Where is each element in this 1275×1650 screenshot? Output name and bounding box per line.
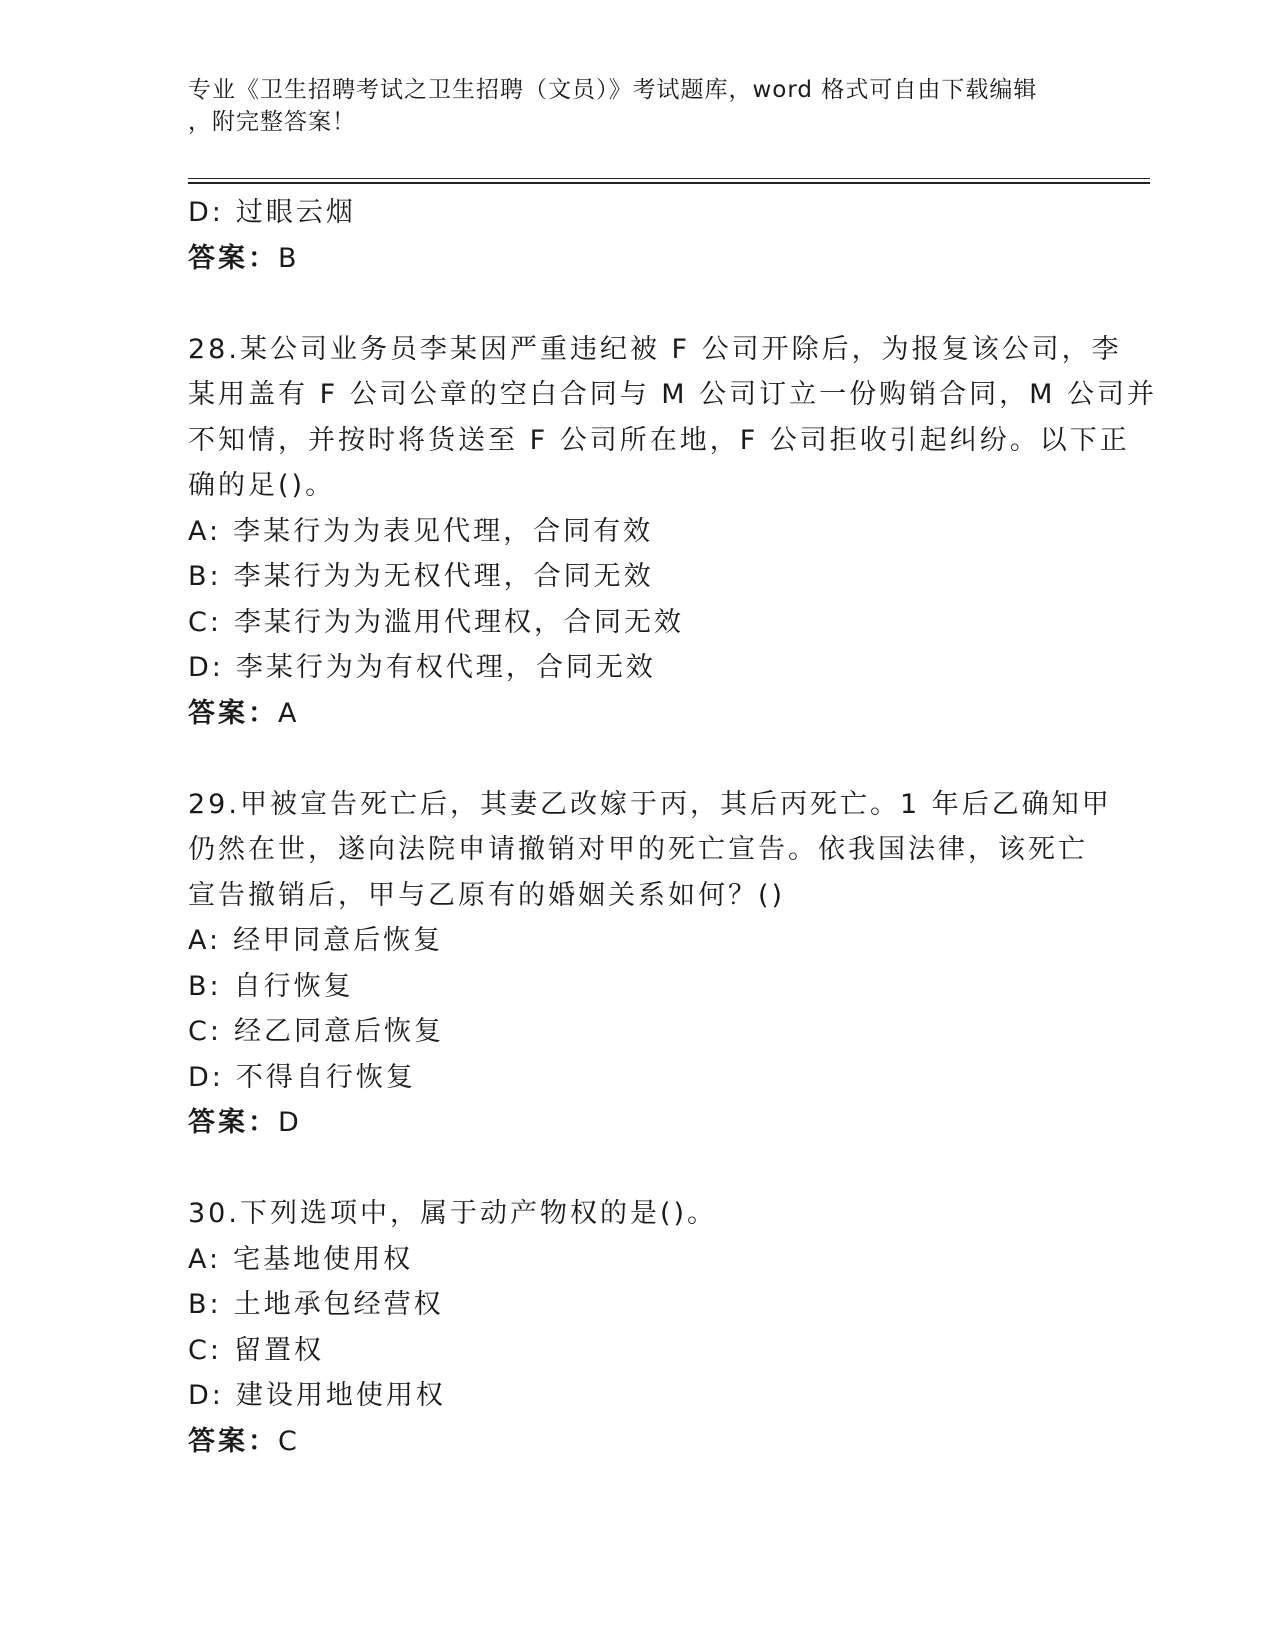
option-text: 自行恢复 [233, 970, 354, 1002]
option-letter: B: [188, 561, 222, 592]
q29-option-c [188, 1009, 1088, 1055]
q30-stem-line1: 30.下列选项中，属于动产物权的是()。 [188, 1198, 718, 1229]
q29-option-d [188, 1055, 1088, 1101]
answer-label: 答案： [188, 1425, 278, 1457]
option-letter: C: [188, 1334, 222, 1366]
q29-answer [188, 1100, 1088, 1146]
q28-stem-line3: 不知情，并按时将货送至 F 公司所在地，F 公司拒收引起纠纷。以下正 [188, 424, 1130, 456]
q29-option-b [188, 964, 1088, 1010]
option-text: 建设用地使用权 [235, 1380, 446, 1411]
answer-label: 答案： [188, 242, 278, 274]
answer-value: B [278, 242, 300, 274]
option-letter: A: [188, 515, 222, 547]
answer-label: 答案： [188, 697, 278, 729]
option-text: 过眼云烟 [235, 197, 356, 228]
q28-option-c [188, 600, 1088, 646]
q30-option-a [188, 1237, 1088, 1283]
header-divider-thin [188, 178, 1150, 179]
option-text: 宅基地使用权 [233, 1243, 414, 1275]
q28-stem-line2: 某用盖有 F 公司公章的空白合同与 M 公司订立一份购销合同，M 公司并 [188, 379, 1158, 410]
spacer [188, 281, 1088, 327]
question-content [188, 190, 1158, 1464]
q30-option-d [188, 1373, 1088, 1419]
option-text: 李某行为为有权代理，合同无效 [235, 652, 656, 683]
answer-value: C [278, 1425, 300, 1457]
option-letter: A: [188, 1243, 222, 1275]
option-text: 李某行为为无权代理，合同无效 [233, 561, 654, 592]
option-text: 留置权 [233, 1334, 324, 1366]
option-letter: D: [188, 1380, 224, 1411]
option-text: 李某行为为滥用代理权，合同无效 [233, 606, 684, 638]
q28-option-a [188, 509, 1088, 555]
spacer [188, 1146, 1088, 1192]
answer-value: A [278, 697, 300, 729]
prev-answer [188, 236, 1088, 282]
option-letter: D: [188, 197, 224, 228]
header-divider-thick [188, 182, 1150, 184]
answer-value: D [278, 1107, 302, 1138]
option-text: 经乙同意后恢复 [233, 1016, 444, 1047]
option-text: 不得自行恢复 [235, 1061, 416, 1093]
q28-answer [188, 691, 1088, 737]
option-text: 李某行为为表见代理，合同有效 [233, 515, 654, 547]
q28-stem-line4: 确的足()。 [188, 470, 336, 501]
option-letter: D: [188, 652, 224, 683]
q30-option-b [188, 1282, 1088, 1328]
q29-stem-line3: 宣告撤销后，甲与乙原有的婚姻关系如何？() [188, 879, 786, 911]
option-letter: A: [188, 925, 222, 956]
option-letter: C: [188, 1016, 222, 1047]
header-title-line1: 专业《卫生招聘考试之卫生招聘（文员）》考试题库，word 格式可自由下载编辑 [188, 77, 1038, 103]
option-letter: C: [188, 606, 222, 638]
answer-label: 答案： [188, 1107, 278, 1138]
q29-stem-line2: 仍然在世，遂向法院申请撤销对甲的死亡宣告。依我国法律，该死亡 [188, 834, 1088, 865]
prev-option-d [188, 190, 1088, 236]
option-text: 经甲同意后恢复 [233, 925, 444, 956]
page-header [188, 74, 1088, 138]
option-letter: B: [188, 970, 222, 1002]
option-letter: B: [188, 1289, 222, 1320]
q28-option-d [188, 645, 1088, 691]
q28-option-b [188, 554, 1088, 600]
q29-option-a [188, 918, 1088, 964]
q29-stem-line1: 29.甲被宣告死亡后，其妻乙改嫁于丙，其后丙死亡。1 年后乙确知甲 [188, 788, 1112, 820]
header-title-line2: ，附完整答案！ [188, 109, 356, 135]
option-letter: D: [188, 1061, 224, 1093]
q30-option-c [188, 1328, 1088, 1374]
q30-answer [188, 1419, 1088, 1465]
q28-stem-line1: 28.某公司业务员李某因严重违纪被 F 公司开除后，为报复该公司，李 [188, 333, 1122, 365]
spacer [188, 736, 1088, 782]
option-text: 土地承包经营权 [233, 1289, 444, 1320]
